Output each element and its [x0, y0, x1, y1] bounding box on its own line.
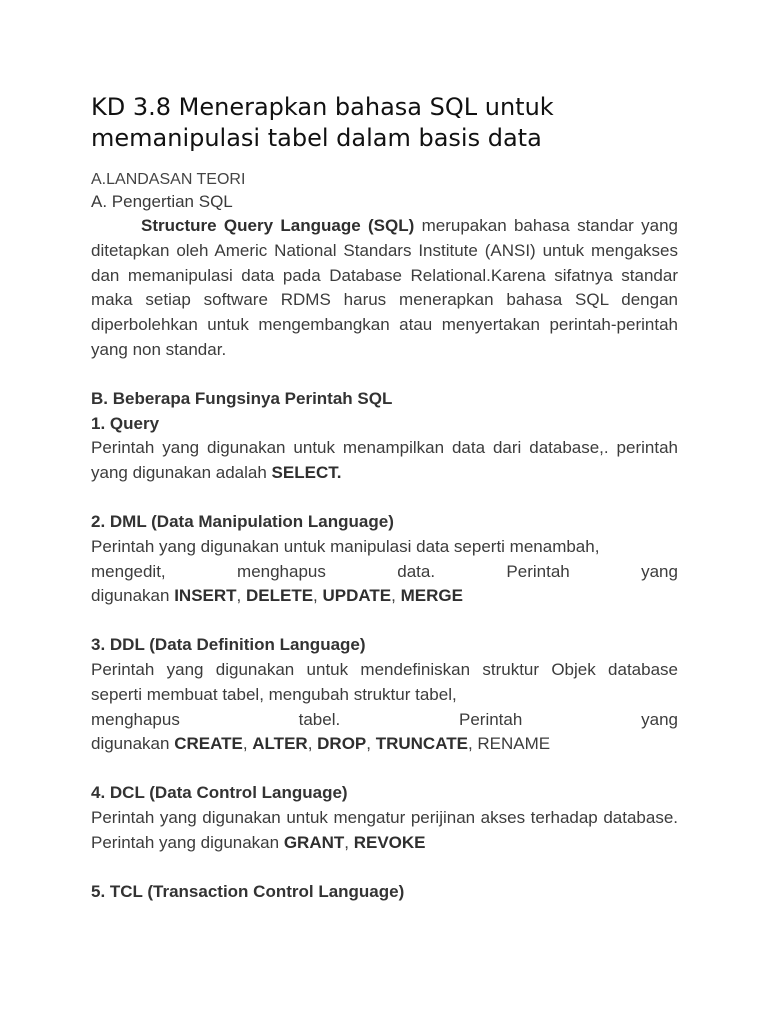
- dml-command-insert: INSERT: [174, 586, 237, 606]
- dml-line-1: Perintah yang digunakan untuk manipulasi data seperti menambah,: [91, 536, 600, 556]
- ddl-command-rename: RENAME: [477, 734, 551, 754]
- ddl-command-drop: DROP: [317, 734, 367, 754]
- query-command: SELECT.: [271, 463, 342, 483]
- dml-word: Perintah: [506, 561, 570, 581]
- dcl-paragraph: Perintah yang digunakan untuk mengatur perijinan akses terhadap database. Perintah yang digunakan GRANT, REVOKE: [91, 807, 678, 852]
- dml-command-delete: DELETE: [245, 586, 314, 606]
- sql-definition-text: merupakan bahasa standar yang ditetapkan oleh Americ National Standars Institute (ANSI) untuk mengakses dan memanipulasi data pada Database Relational.Karena sifatnya standar maka setiap software RDMS harus menerapkan bahasa SQL dengan diperbolehkan untuk mengembangkan atau menyertakan perintah-perintah yang non standar.: [91, 216, 678, 359]
- ddl-word: menghapus: [91, 709, 180, 729]
- ddl-prefix: digunakan: [91, 734, 175, 754]
- dcl-command-grant: GRANT: [283, 832, 345, 852]
- document-title: [91, 92, 678, 154]
- query-paragraph: [91, 436, 678, 486]
- dml-word: menghapus: [237, 561, 326, 581]
- dcl-heading: 4. DCL (Data Control Language): [91, 783, 348, 803]
- dml-heading: 2. DML (Data Manipulation Language): [91, 511, 394, 531]
- ddl-word: Perintah: [459, 709, 523, 729]
- ddl-command-alter: ALTER: [252, 734, 308, 754]
- ddl-line-3: [91, 708, 678, 733]
- query-text: Perintah yang digunakan untuk menampilkan data dari database,. perintah yang digunakan adalah: [91, 438, 678, 483]
- title-line-1: KD 3.8 Menerapkan bahasa SQL untuk: [91, 93, 554, 121]
- dml-prefix: digunakan: [91, 586, 175, 606]
- dml-command-update: UPDATE: [322, 586, 392, 606]
- title-line-2: memanipulasi tabel dalam basis data: [91, 124, 542, 152]
- sql-term: Structure Query Language (SQL): [141, 216, 415, 235]
- functions-heading: B. Beberapa Fungsinya Perintah SQL: [91, 388, 393, 408]
- query-heading: 1. Query: [91, 413, 160, 433]
- dml-commands-line: digunakan INSERT, DELETE, UPDATE, MERGE: [91, 586, 463, 606]
- ddl-paragraph: Perintah yang digunakan untuk mendefiniskan struktur Objek database seperti membuat tabel, mengubah struktur tabel,: [91, 659, 678, 704]
- ddl-commands-line: digunakan CREATE, ALTER, DROP, TRUNCATE, RENAME: [91, 734, 551, 754]
- sql-definition-paragraph: [91, 214, 678, 363]
- dml-word: yang: [641, 561, 678, 581]
- dcl-text: Perintah yang digunakan untuk mengatur perijinan akses terhadap database. Perintah yang digunakan: [91, 807, 678, 852]
- sql-definition-heading: A. Pengertian SQL: [91, 192, 233, 211]
- document-page: [91, 92, 678, 904]
- dcl-command-revoke: REVOKE: [353, 832, 426, 852]
- ddl-word: tabel.: [298, 709, 341, 729]
- dml-command-merge: MERGE: [400, 586, 463, 606]
- dml-line-2: [91, 560, 678, 585]
- tcl-heading: 5. TCL (Transaction Control Language): [91, 881, 405, 901]
- ddl-heading: 3. DDL (Data Definition Language): [91, 635, 366, 655]
- ddl-command-create: CREATE: [174, 734, 243, 754]
- ddl-word: yang: [641, 709, 678, 729]
- dml-word: mengedit,: [91, 561, 166, 581]
- section-label: A.LANDASAN TEORI: [91, 171, 246, 188]
- ddl-command-truncate: TRUNCATE: [375, 734, 468, 754]
- dml-word: data.: [397, 561, 436, 581]
